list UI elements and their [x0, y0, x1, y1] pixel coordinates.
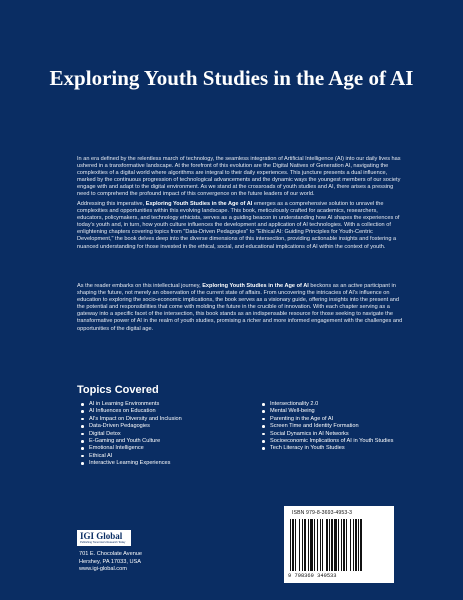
topic-item — [261, 401, 401, 408]
barcode-bar — [360, 519, 362, 571]
barcode-bar — [326, 519, 328, 571]
bullet-icon — [262, 433, 265, 436]
topic-label: Digital Detox — [89, 430, 121, 437]
topic-label: Ethical AI — [89, 452, 113, 459]
barcode-bar — [290, 519, 291, 571]
barcode-bar — [302, 519, 303, 571]
publisher-address — [79, 551, 142, 574]
topic-item — [80, 431, 230, 438]
barcode-bar — [299, 519, 300, 571]
bullet-icon — [262, 418, 265, 421]
topic-item — [80, 453, 230, 460]
barcode-bar — [346, 519, 347, 571]
topics-list-left — [80, 401, 230, 468]
barcode-bar — [334, 519, 337, 571]
paragraph-1-text: In an era defined by the relentless march of technology, the seamless integration of Artificial Intelligence (AI) into our daily lives has ushered in a transformative landscape. At the forefront of this evolution are the Digital Natives of Generation AI, navigating the complexities of a digital world where algorithms are integral to their daily experiences. This juncture presents a dual influence, marked by the continuous progression of technological advancements and the dynamic ways the youngest members of our society engage with and adapt to the digital environment. As we stand at the crossroads of youth studies and AI, there arises a pressing need to comprehend the profound impact of this convergence on the future leaders of our world. — [77, 156, 401, 198]
barcode-bar — [314, 519, 315, 571]
topic-item — [80, 408, 230, 415]
address-street: 701 E. Chocolate Avenue — [79, 551, 143, 557]
bullet-icon — [81, 447, 84, 450]
isbn-number: ISBN 979-8-3693-4953-3 — [292, 510, 353, 516]
topic-item — [261, 431, 401, 438]
topic-item — [261, 408, 401, 415]
publisher-website: www.igi-global.com — [79, 566, 127, 572]
description-paragraph-3 — [77, 283, 404, 333]
barcode-bar — [350, 519, 351, 571]
barcode-bar — [343, 519, 345, 571]
topic-label: Parenting in the Age of AI — [270, 415, 334, 422]
bullet-icon — [81, 462, 84, 465]
book-title: Exploring Youth Studies in the Age of AI — [49, 66, 414, 90]
topic-label: AI in Learning Environments — [89, 401, 160, 407]
topic-item — [80, 416, 230, 423]
bullet-icon — [81, 425, 84, 428]
bullet-icon — [81, 418, 84, 421]
topic-item — [80, 423, 230, 430]
topic-item — [80, 438, 230, 445]
paragraph-2-rest: emerges as a comprehensive solution to unravel the complexities and opportunities within this evolving landscape. This book, meticulously crafted for academics, researchers, educators, policymakers, and technology ethicists, serves as a guiding beacon in understanding how AI shapes the experiences of today's youth and, in turn, how youth culture influences the development and application of AI technologies. With a collection of enlightening chapters covering topics from "Data-Driven Pedagogies" to "Ethical AI: Guiding Principles for Youth-Centric Development," the book delves deep into the diverse dimensions of this intersection, providing actionable insights and fostering a nuanced understanding for those invested in the ethical, social, and educational implications of AI within the context of youth. — [77, 201, 400, 250]
barcode-bar — [331, 519, 333, 571]
barcode-bar — [295, 519, 296, 571]
topic-item — [80, 445, 230, 452]
topic-label: Tech Literacy in Youth Studies — [270, 445, 345, 452]
barcode-bar — [338, 519, 339, 571]
topic-item — [261, 445, 401, 452]
topic-label: Social Dynamics in AI Networks — [270, 430, 349, 437]
topic-label: E-Gaming and Youth Culture — [89, 438, 161, 445]
topic-label: AI Influences on Education — [89, 408, 156, 415]
barcode-bar — [353, 519, 354, 571]
paragraph-2-title-mention: Exploring Youth Studies in the Age of AI — [145, 201, 253, 207]
bullet-icon — [262, 440, 265, 443]
bullet-icon — [81, 403, 84, 406]
bullet-icon — [262, 403, 265, 406]
barcode-bar — [322, 519, 323, 571]
bullet-icon — [81, 455, 84, 458]
barcode-bar — [310, 519, 313, 571]
bullet-icon — [81, 440, 84, 443]
barcode-bar — [320, 519, 321, 571]
barcode-bar — [329, 519, 330, 571]
paragraph-3-rest: beckons as an active participant in shaping the future, not merely an observation of the current state of affairs. From uncovering the intricacies of AI's influence on education to exploring the socio-economic implications, the book serves as a visionary guide, offering insights into the present and the potential and responsibilities that come with molding the future in the crucible of innovation. With each chapter serving as a gateway into a specific facet of the intersection, this book stands as an indispensable resource for those seeking to navigate the transformative power of AI in the realm of youth studies, promising a richer and more informed engagement with the challenges and opportunities of the digital age. — [77, 283, 403, 332]
topic-label: AI's Impact on Diversity and Inclusion — [89, 415, 182, 422]
topic-label: Emotional Intelligence — [89, 445, 144, 452]
barcode-bar — [355, 519, 357, 571]
topic-item — [261, 416, 401, 423]
topic-label: Mental Well-being — [270, 408, 315, 415]
bullet-icon — [262, 425, 265, 428]
topic-item — [261, 438, 401, 445]
description-paragraph-1 — [77, 156, 404, 199]
address-city: Hershey, PA 17033, USA — [79, 558, 141, 565]
barcode-bar — [317, 519, 318, 571]
isbn-barcode — [284, 506, 394, 583]
bullet-icon — [262, 410, 265, 413]
barcode-digits: 9 798369 349533 — [288, 573, 337, 579]
publisher-logo — [77, 530, 131, 546]
topic-item — [261, 423, 401, 430]
publisher-logo-tagline: Publishing Tomorrow's Research Today — [80, 541, 126, 544]
barcode-bar — [358, 519, 359, 571]
topic-label: Screen Time and Identity Formation — [270, 423, 359, 430]
topic-label: Data-Driven Pedagogies — [89, 423, 150, 430]
topic-label: Socioeconomic Implications of AI in Youth Studies — [270, 438, 394, 445]
bullet-icon — [81, 410, 84, 413]
topic-item — [80, 460, 230, 467]
paragraph-3-title-mention: Exploring Youth Studies in the Age of AI — [202, 283, 309, 289]
topics-list-right — [261, 401, 401, 453]
barcode-bar — [308, 519, 309, 571]
topic-item — [80, 401, 230, 408]
topic-label: Interactive Learning Experiences — [89, 460, 171, 467]
barcode-bar — [304, 519, 306, 571]
bullet-icon — [262, 447, 265, 450]
bullet-icon — [81, 433, 84, 436]
topic-label: Intersectionality 2.0 — [270, 401, 319, 407]
topics-heading: Topics Covered — [77, 384, 159, 396]
publisher-logo-name: IGI Global — [80, 531, 123, 541]
paragraph-2-lead: Addressing this imperative, — [77, 201, 146, 207]
barcode-bar — [292, 519, 294, 571]
description-paragraph-2 — [77, 201, 404, 251]
barcode-icon — [290, 519, 388, 573]
paragraph-3-lead: As the reader embarks on this intellectual journey, — [77, 283, 203, 289]
barcode-bar — [341, 519, 342, 571]
